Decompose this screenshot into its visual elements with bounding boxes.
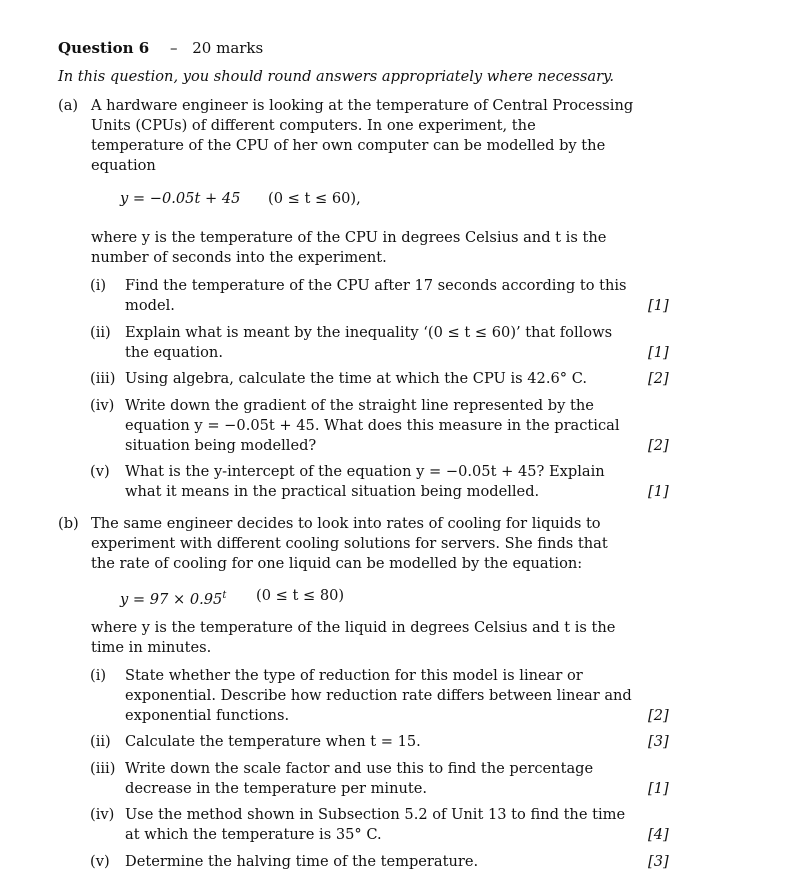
b-iii-line: decrease in the temperature per minute. xyxy=(125,780,428,797)
a-iv-mark: [2] xyxy=(648,437,669,454)
b-i-line: exponential. Describe how reduction rate differs between linear and xyxy=(125,687,632,704)
part-b-intro-line: The same engineer decides to look into rates of cooling for liquids to xyxy=(91,515,601,532)
a-iii-mark: [2] xyxy=(648,370,669,387)
question-title xyxy=(58,38,263,58)
a-iii-text xyxy=(125,369,587,389)
b-iii-mark: [1] xyxy=(648,780,669,797)
a-iii-label: (iii) xyxy=(90,370,116,387)
a-i-mark: [1] xyxy=(648,297,669,314)
a-iv-label: (iv) xyxy=(90,397,115,414)
b-ii-text xyxy=(125,732,421,752)
b-iv-mark: [4] xyxy=(648,826,669,843)
b-iii-label: (iii) xyxy=(90,760,116,777)
part-b-after-line: time in minutes. xyxy=(91,639,212,656)
a-ii-line: the equation. xyxy=(125,344,223,361)
a-iv-line: situation being modelled? xyxy=(125,437,317,454)
a-v-line: What is the y-intercept of the equation y = −0.05t + 45? Explain xyxy=(125,463,605,480)
a-ii-text xyxy=(125,323,612,363)
a-i-line: model. xyxy=(125,297,175,314)
part-a-intro xyxy=(91,96,633,176)
b-iii-line: Write down the scale factor and use this to find the percentage xyxy=(125,760,594,777)
a-v-label: (v) xyxy=(90,463,110,480)
part-b-equation-base: y = 97 × 0.95 xyxy=(120,590,223,608)
a-ii-label: (ii) xyxy=(90,324,111,341)
part-b-intro xyxy=(91,514,608,574)
part-a-intro-line: equation xyxy=(91,157,156,174)
b-i-text xyxy=(125,666,632,726)
part-b-after-line: where y is the temperature of the liquid in degrees Celsius and t is the xyxy=(91,619,616,636)
b-v-mark: [3] xyxy=(648,853,669,870)
a-iv-line: Write down the gradient of the straight line represented by the xyxy=(125,397,594,414)
b-ii-mark: [3] xyxy=(648,733,669,750)
a-v-text xyxy=(125,462,605,502)
b-ii-label: (ii) xyxy=(90,733,111,750)
part-a-after-line: where y is the temperature of the CPU in degrees Celsius and t is the xyxy=(91,229,607,246)
a-i-label: (i) xyxy=(90,277,107,294)
b-iv-line: Use the method shown in Subsection 5.2 of Unit 13 to find the time xyxy=(125,806,626,823)
a-iv-line: equation y = −0.05t + 45. What does this measure in the practical xyxy=(125,417,620,434)
b-iv-label: (iv) xyxy=(90,806,115,823)
b-v-line: Determine the halving time of the temperature. xyxy=(125,853,479,870)
question-number: Question 6 xyxy=(58,39,150,57)
part-b-label: (b) xyxy=(58,515,79,532)
part-b-intro-line: the rate of cooling for one liquid can be modelled by the equation: xyxy=(91,555,583,572)
b-i-mark: [2] xyxy=(648,707,669,724)
a-iv-text xyxy=(125,396,620,456)
part-a-intro-line: A hardware engineer is looking at the temperature of Central Processing xyxy=(91,97,634,114)
b-v-label: (v) xyxy=(90,853,110,870)
a-v-line: what it means in the practical situation being modelled. xyxy=(125,483,540,500)
title-dash: – xyxy=(169,39,178,57)
a-ii-mark: [1] xyxy=(648,344,669,361)
a-iii-line: Using algebra, calculate the time at which the CPU is 42.6° C. xyxy=(125,370,587,387)
question-marks: 20 marks xyxy=(192,39,264,57)
part-a-after xyxy=(91,228,606,268)
b-v-text xyxy=(125,852,478,872)
b-ii-line: Calculate the temperature when t = 15. xyxy=(125,733,421,750)
b-iii-text xyxy=(125,759,593,799)
a-i-line: Find the temperature of the CPU after 17 seconds according to this xyxy=(125,277,627,294)
part-a-label: (a) xyxy=(58,97,79,114)
part-a-intro-line: Units (CPUs) of different computers. In one experiment, the xyxy=(91,117,536,134)
part-a-after-line: number of seconds into the experiment. xyxy=(91,249,387,266)
part-b-domain: (0 ≤ t ≤ 80) xyxy=(256,587,345,604)
instruction-text: In this question, you should round answers appropriately where necessary. xyxy=(58,68,614,85)
part-b-intro-line: experiment with different cooling solutions for servers. She finds that xyxy=(91,535,608,552)
a-i-text xyxy=(125,276,627,316)
b-iv-text xyxy=(125,805,625,845)
part-b-equation xyxy=(120,586,226,610)
a-v-mark: [1] xyxy=(648,483,669,500)
b-i-label: (i) xyxy=(90,667,107,684)
b-i-line: exponential functions. xyxy=(125,707,290,724)
part-a-intro-line: temperature of the CPU of her own computer can be modelled by the xyxy=(91,137,606,154)
b-i-line: State whether the type of reduction for this model is linear or xyxy=(125,667,583,684)
b-iv-line: at which the temperature is 35° C. xyxy=(125,826,382,843)
part-b-after xyxy=(91,618,615,658)
part-a-domain: (0 ≤ t ≤ 60), xyxy=(268,190,361,207)
part-b-equation-exponent: t xyxy=(222,590,227,601)
a-ii-line: Explain what is meant by the inequality ‘(0 ≤ t ≤ 60)’ that follows xyxy=(125,324,613,341)
part-a-equation: y = −0.05t + 45 xyxy=(120,190,241,207)
